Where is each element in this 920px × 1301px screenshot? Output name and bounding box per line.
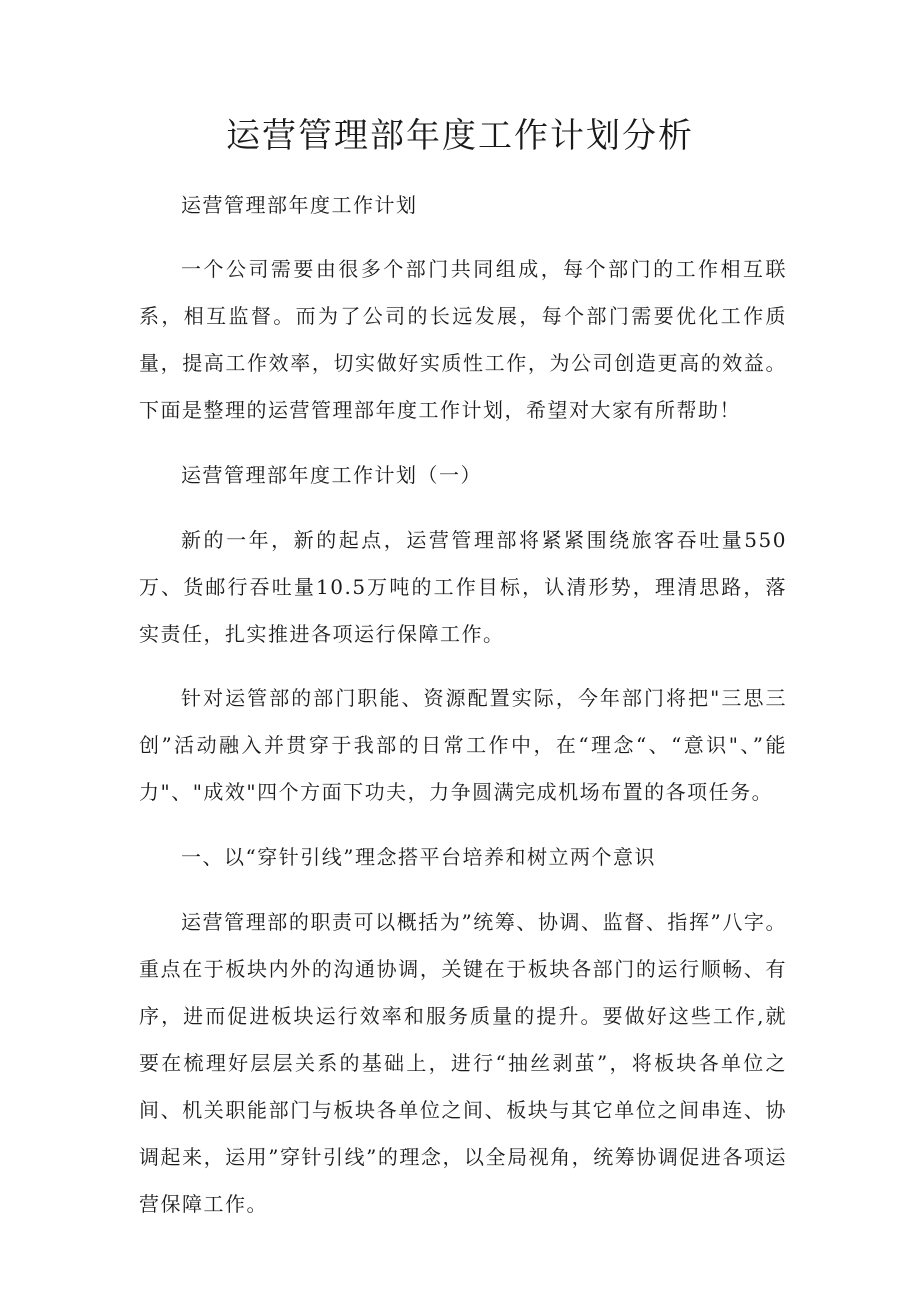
- section-heading-concept: 一、以“穿针引线”理念搭平台培养和树立两个意识: [181, 845, 656, 869]
- paragraph-responsibilities: 运营管理部的职责可以概括为”统筹、协调、监督、指挥”八字。重点在于板块内外的沟通协调，关键在于板块各部门的运行顺畅、有序，进而促进板块运行效率和服务质量的提升。要做好这些工作,就要在梳理好层层关系的基础上，进行“抽丝剥茧”，将板块各单位之间、机关职能部门与板块各单位之间、板块与其它单位之间串连、协调起来，运用”穿针引线”的理念，以全局视角，统筹协调促进各项运营保障工作。: [139, 910, 787, 1216]
- document-title: 运营管理部年度工作计划分析: [226, 116, 694, 156]
- paragraph-activities: 针对运管部的部门职能、资源配置实际，今年部门将把"三思三创”活动融入并贯穿于我部的日常工作中，在“理念“、“意识"、”能力"、"成效"四个方面下功夫，力争圆满完成机场布置的各项任务。: [139, 686, 787, 804]
- intro-paragraph: 一个公司需要由很多个部门共同组成，每个部门的工作相互联系，相互监督。而为了公司的长远发展，每个部门需要优化工作质量，提高工作效率，切实做好实质性工作，为公司创造更高的效益。下面是整理的运营管理部年度工作计划，希望对大家有所帮助！: [139, 257, 787, 422]
- paragraph-targets: 新的一年，新的起点，运营管理部将紧紧围绕旅客吞吐量550万、货邮行吞吐量10.5万吨的工作目标，认清形势，理清思路，落实责任，扎实推进各项运行保障工作。: [139, 528, 787, 646]
- section-heading-plan-one: 运营管理部年度工作计划（一）: [181, 463, 482, 487]
- document-subtitle: 运营管理部年度工作计划: [181, 193, 418, 217]
